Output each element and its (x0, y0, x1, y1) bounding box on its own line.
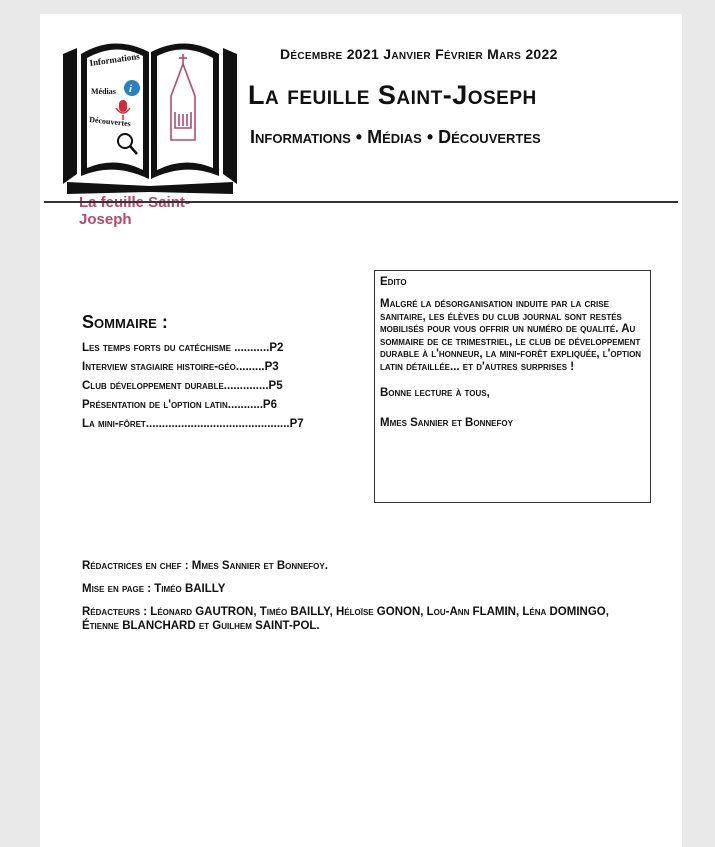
logo-word-decouvertes: Découvertes (88, 115, 132, 129)
svg-text:i: i (129, 83, 133, 95)
newspaper-title: La feuille Saint-Joseph (248, 80, 537, 110)
table-of-contents (82, 342, 362, 437)
toc-item: Présentation de l'option latin...........P6 (82, 399, 277, 411)
microphone-icon (119, 100, 127, 112)
newspaper-subtitle: Informations • Médias • Découvertes (250, 127, 541, 147)
logo-caption: Joseph (79, 211, 132, 228)
toc-item: La mini-fôret.............................................P7 (82, 418, 304, 430)
sommaire-title: Sommaire : (82, 312, 168, 332)
toc-item: Interview stagiaire histoire-géo.........P3 (82, 361, 279, 373)
header-divider (44, 201, 678, 203)
editors-credit: Rédacteurs : Léonard GAUTRON, Timéo BAILLY, Héloïse GONON, Lou-Ann FLAMIN, Léna DOMINGO, Étienne BLANCHARD et Guilhem SAINT-POL. (82, 606, 609, 632)
logo-word-medias: Médias (91, 87, 116, 96)
toc-item: Les temps forts du catéchisme ...........P2 (82, 342, 284, 354)
newspaper-logo (59, 24, 241, 228)
issue-dates: Décembre 2021 Janvier Février Mars 2022 (280, 46, 558, 62)
edito-label: Edito (380, 276, 407, 288)
edito-signature: Mmes Sannier et Bonnefoy (380, 417, 513, 429)
toc-item: Club développement durable..............P5 (82, 380, 283, 392)
document-page (40, 14, 682, 847)
logo-word-informations: Informations (88, 51, 141, 68)
chief-editors: Rédactrices en chef : Mmes Sannier et Bonnefoy. (82, 560, 328, 572)
edito-box (374, 270, 651, 503)
edito-body: Malgré la désorganisation induite par la crise sanitaire, les élèves du club journal sont restés mobilisés pour vous offrir un numéro de qualité. Au sommaire de ce trimestriel, le club de développement durable à l'honneur, la mini-forêt expliquée, l'option latin détaillée... et d'autres surprises ! (380, 298, 642, 373)
credits (82, 559, 642, 642)
edito-greeting: Bonne lecture à tous, (380, 387, 490, 399)
layout-credit: Mise en page : Timéo BAILLY (82, 583, 226, 595)
